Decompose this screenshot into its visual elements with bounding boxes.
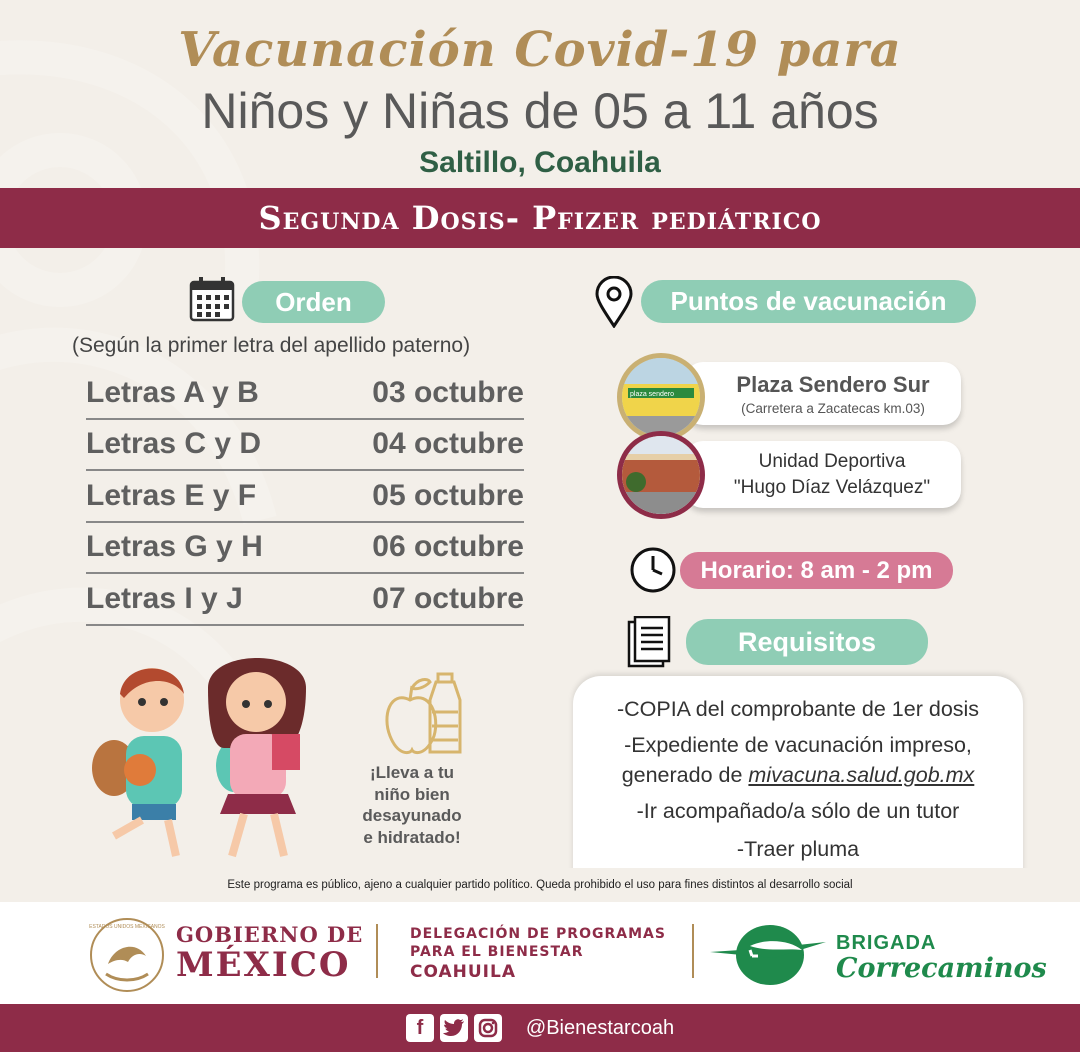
divider (376, 924, 378, 978)
footer-logos (0, 902, 1080, 1004)
stadium-photo (622, 436, 700, 514)
location-card-2 (685, 441, 961, 508)
tip-line: desayunado (362, 806, 462, 825)
roadrunner-logo-icon (710, 922, 828, 988)
puntos-pill (641, 280, 976, 323)
req-item-text: generado de (621, 763, 743, 787)
location-detail: (Carretera a Zacatecas km.03) (741, 400, 925, 416)
req-item-line (573, 760, 1023, 790)
dose-banner (0, 188, 1080, 248)
banner-text: Segunda Dosis- Pfizer pediátrico (258, 199, 822, 237)
twitter-icon[interactable] (440, 1014, 468, 1042)
horario-text: Horario: 8 am - 2 pm (700, 556, 933, 584)
instagram-glyph (478, 1018, 498, 1038)
mall-photo (622, 358, 700, 436)
facebook-icon[interactable]: f (406, 1014, 434, 1042)
row-letters: Letras C y D (86, 427, 262, 461)
brigada-line2: Correcaminos (836, 953, 1047, 984)
location-detail: "Hugo Díaz Velázquez" (733, 476, 931, 498)
children-illustration (84, 648, 314, 870)
deleg-line3: COAHUILA (410, 962, 516, 982)
orden-note: (Según la primer letra del apellido paterno) (72, 334, 471, 357)
tip-text (352, 762, 472, 848)
mall-sign-text: plaza sendero (630, 391, 674, 398)
twitter-bird (443, 1019, 465, 1037)
row-date: 06 octubre (372, 530, 524, 564)
vaccine-website-link[interactable]: mivacuna.salud.gob.mx (748, 763, 975, 787)
brigada-line1: BRIGADA (836, 932, 937, 954)
deleg-line2: PARA EL BIENESTAR (410, 944, 584, 960)
clock-icon (629, 546, 677, 594)
delegacion-logo (410, 926, 666, 982)
schedule-row (86, 368, 524, 420)
req-item: -Expediente de vacunación impreso, (624, 733, 972, 757)
seal-text: ESTADOS UNIDOS MEXICANOS (89, 924, 165, 930)
puntos-label: Puntos de vacunación (670, 286, 947, 316)
tip-line: e hidratado! (363, 827, 461, 847)
mexico-seal-icon (88, 916, 166, 994)
location-card-1 (685, 362, 961, 425)
schedule-row (86, 523, 524, 575)
gobierno-line1: GOBIERNO DE (176, 922, 364, 947)
map-pin-icon (594, 276, 634, 328)
title-line2: Niños y Niñas de 05 a 11 años (201, 83, 879, 139)
brigada-logo (836, 932, 1047, 983)
requisitos-label: Requisitos (737, 626, 877, 657)
apple-bottle-icon (382, 666, 468, 758)
schedule-row (86, 471, 524, 523)
horario-pill (680, 552, 953, 589)
row-date: 03 octubre (372, 375, 524, 409)
row-date: 07 octubre (372, 581, 524, 615)
schedule-row (86, 420, 524, 472)
row-date: 05 octubre (372, 478, 524, 512)
orden-pill (242, 281, 385, 323)
calendar-icon (189, 276, 235, 322)
req-item: -Traer pluma (736, 837, 860, 861)
social-bar (0, 1004, 1080, 1052)
disclaimer: Este programa es público, ajeno a cualquier partido político. Queda prohibido el uso para fines distintos al desarrollo social (0, 868, 1080, 902)
requisitos-list (573, 676, 1023, 876)
orden-label: Orden (275, 286, 352, 317)
req-item: -COPIA del comprobante de 1er dosis (616, 697, 980, 721)
instagram-icon[interactable] (474, 1014, 502, 1042)
row-letters: Letras G y H (86, 530, 263, 564)
title-line1: Vacunación Covid-19 para (178, 22, 902, 78)
row-letters: Letras I y J (86, 581, 243, 615)
location-name: Unidad Deportiva (758, 450, 906, 472)
tip-line: ¡Lleva a tu (369, 763, 455, 782)
row-letters: Letras E y F (86, 478, 257, 512)
tip-line: niño bien (374, 784, 450, 804)
location-photo-1 (617, 353, 705, 441)
divider (692, 924, 694, 978)
gobierno-line2: MÉXICO (176, 945, 351, 985)
schedule-row (86, 574, 524, 626)
document-icon (627, 616, 673, 668)
location-name: Plaza Sendero Sur (736, 371, 930, 397)
row-date: 04 octubre (372, 427, 524, 461)
row-letters: Letras A y B (86, 375, 259, 409)
schedule-table (86, 368, 524, 626)
req-item: -Ir acompañado/a sólo de un tutor (636, 799, 960, 823)
deleg-line1: DELEGACIÓN DE PROGRAMAS (410, 926, 666, 942)
location-photo-2 (617, 431, 705, 519)
gobierno-logo (176, 922, 363, 983)
location-title: Saltillo, Coahuila (419, 146, 661, 179)
requisitos-pill (686, 619, 928, 665)
social-handle[interactable]: @Bienestarcoah (525, 1016, 675, 1039)
